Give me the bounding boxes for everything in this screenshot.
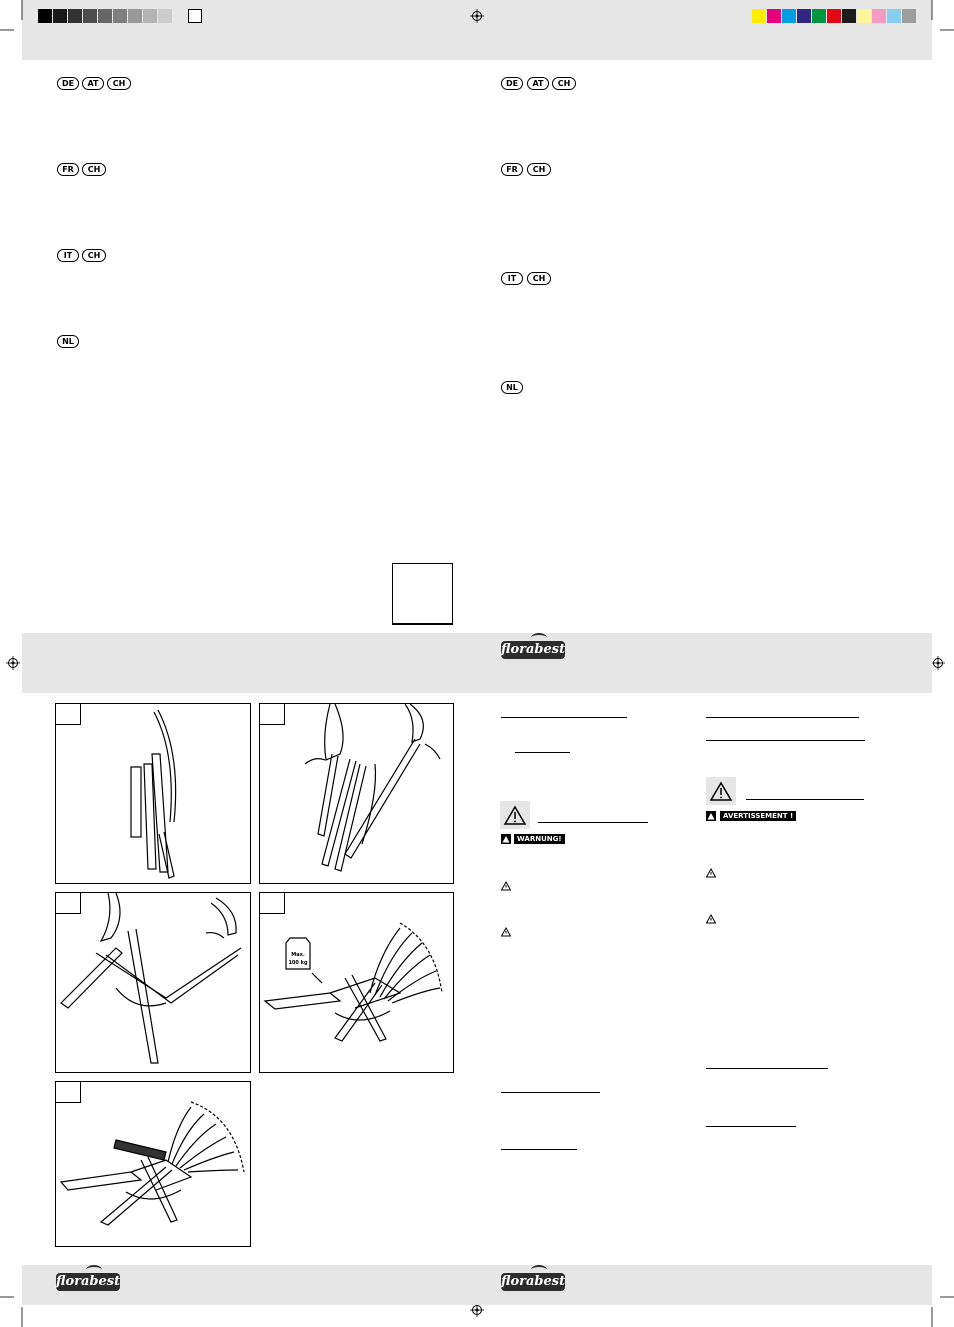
figure-panel-5 bbox=[55, 1081, 251, 1247]
lang-tag: IT bbox=[501, 272, 523, 285]
figure-panel-3 bbox=[55, 892, 251, 1073]
lang-tag: NL bbox=[57, 335, 79, 348]
lang-tag: DE bbox=[501, 77, 523, 90]
reclining-chair-max-load-illustration bbox=[260, 893, 453, 1072]
lang-tag: FR bbox=[57, 163, 79, 176]
heading-underline bbox=[746, 799, 864, 800]
heading-underline bbox=[706, 717, 859, 718]
figure-panel-1 bbox=[55, 703, 251, 884]
brand-logo: florabest bbox=[56, 1274, 121, 1289]
figure-panel-2 bbox=[259, 703, 454, 884]
heading-underline bbox=[538, 822, 648, 823]
warning-triangle-icon bbox=[706, 914, 716, 924]
bottom-band bbox=[22, 1265, 932, 1305]
brand-logo: florabest bbox=[501, 1274, 566, 1289]
warning-triangle-icon bbox=[500, 801, 530, 829]
max-load-value: 100 kg bbox=[288, 960, 308, 966]
lang-tag: DE bbox=[57, 77, 79, 90]
opening-chair-illustration bbox=[56, 893, 250, 1072]
figure-panel-4 bbox=[259, 892, 454, 1073]
warning-triangle-icon bbox=[501, 881, 511, 891]
placeholder-box bbox=[392, 563, 453, 625]
heading-underline bbox=[515, 752, 570, 753]
warning-box bbox=[500, 801, 530, 829]
lang-tag: FR bbox=[501, 163, 523, 176]
warning-label-de: WARNUNG! bbox=[514, 834, 565, 844]
warning-triangle-icon bbox=[706, 868, 716, 878]
heading-underline bbox=[706, 1126, 796, 1127]
lang-tag: CH bbox=[527, 272, 551, 285]
warning-box bbox=[706, 777, 736, 805]
max-load-label: Max. bbox=[291, 952, 305, 958]
unfolding-chair-illustration bbox=[260, 704, 453, 883]
lang-tag: CH bbox=[82, 249, 106, 262]
heading-underline bbox=[501, 1092, 600, 1093]
folded-chair-illustration bbox=[56, 704, 250, 883]
backrest-adjust-chair-illustration bbox=[56, 1082, 250, 1246]
lang-tag: CH bbox=[82, 163, 106, 176]
lang-tag: NL bbox=[501, 381, 523, 394]
heading-underline bbox=[706, 740, 865, 741]
warning-label-fr: AVERTISSEMENT ! bbox=[720, 811, 796, 821]
warning-triangle-icon bbox=[706, 777, 736, 805]
warning-triangle-icon bbox=[706, 811, 716, 821]
lang-tag: CH bbox=[552, 77, 576, 90]
heading-underline bbox=[501, 1149, 577, 1150]
heading-underline bbox=[706, 1068, 828, 1069]
warning-triangle-icon bbox=[501, 927, 511, 937]
lang-tag: CH bbox=[527, 163, 551, 176]
lang-tag: AT bbox=[527, 77, 549, 90]
lang-tag: IT bbox=[57, 249, 79, 262]
lang-tag: AT bbox=[82, 77, 104, 90]
heading-underline bbox=[501, 717, 627, 718]
brand-logo: florabest bbox=[501, 642, 566, 657]
lang-tag: CH bbox=[107, 77, 131, 90]
warning-triangle-icon bbox=[501, 834, 511, 844]
middle-band bbox=[22, 633, 932, 693]
